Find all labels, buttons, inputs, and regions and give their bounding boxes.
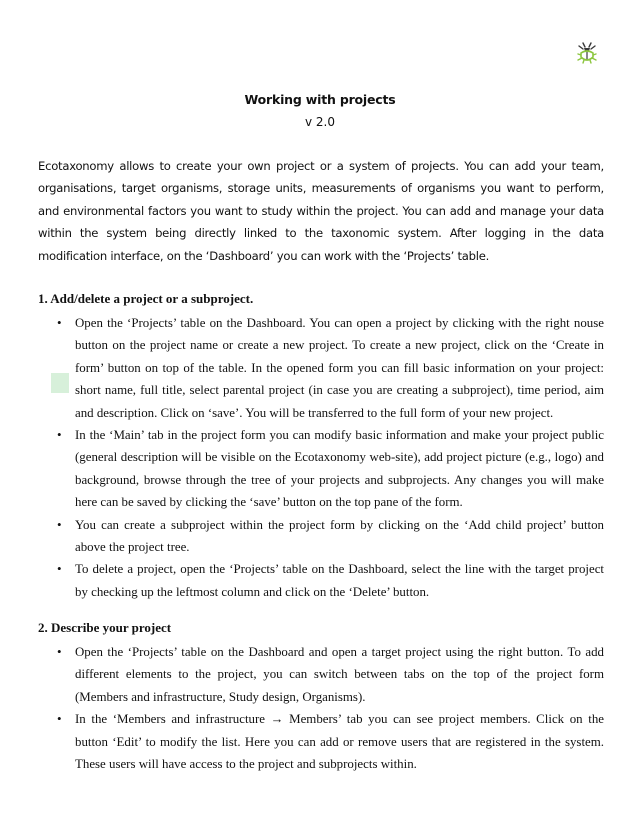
section-heading: 2. Describe your project [38,620,172,635]
list-item-text: In the ‘Members and infrastructure → Members’ tab you can see project members. Click on the button ‘Edit’ to modify the list. Here you can add or remove users that are registered in the system. These users will have access to the project and subprojects within. [75,712,604,772]
list-item-text: To delete a project, open the ‘Projects’ table on the Dashboard, select the line with the target project by checking up the leftmost column and click on the ‘Delete’ button. [75,562,604,599]
list-item-text: In the ‘Main’ tab in the project form you can modify basic information and make your project public (general description will be visible on the Ecotaxonomy web-site), add project picture (e.g., logo) and background, browse through the tree of your projects and subprojects. Any changes you will make here can be saved by clicking the ‘save’ button on the top pane of the form. [75,428,604,510]
list-item [38,424,604,514]
bullet-icon: • [57,315,62,330]
ecotaxonomy-logo-icon [574,40,600,66]
list-item [38,558,604,603]
list-item [38,641,604,708]
bullet-icon: • [57,711,62,727]
list-item [38,312,604,424]
bullet-icon: • [57,516,62,532]
section-add-delete-project [38,289,604,603]
bullet-icon: • [57,427,62,443]
section-heading: 1. Add/delete a project or a subproject. [38,291,254,306]
document-title: Working with projects [244,92,396,107]
list-item [38,708,604,775]
bullet-icon: • [57,644,62,659]
section-describe-project [38,618,604,775]
bullet-list [38,312,604,603]
bullet-list [38,641,604,775]
intro-paragraph: Ecotaxonomy allows to create your own project or a system of projects. You can add your team, organisations, target organisms, storage units, measurements of organisms you want to perform, and environmental factors you want to study within the project. You can add and manage your data within the system being directly linked to the taxonomic system. After logging in the data modification interface, on the ‘Dashboard’ you can work with the ‘Projects’ table. [38,159,604,263]
list-item-text: You can create a subproject within the project form by clicking on the ‘Add child project’ button above the project tree. [75,517,604,555]
list-item-text: Open the ‘Projects’ table on the Dashboard. You can open a project by clicking with the right nouse button on the project name or create a new project. To create a new project, click on the ‘Create in form’ button on top of the table. In the opened form you can fill basic information on your project: short name, full title, select parental project (in case you are creating a subproject), time period, aim and description. Click on ‘save’. You will be transferred to the full form of your new project. [75,316,604,420]
document-version: v 2.0 [305,115,335,129]
bullet-icon: • [57,561,62,577]
list-item [38,514,604,559]
list-item-text: Open the ‘Projects’ table on the Dashboard and open a target project using the right button. To add different elements to the project, you can switch between tabs on the top of the project form (Members and infrastructure, Study design, Organisms). [75,645,604,704]
